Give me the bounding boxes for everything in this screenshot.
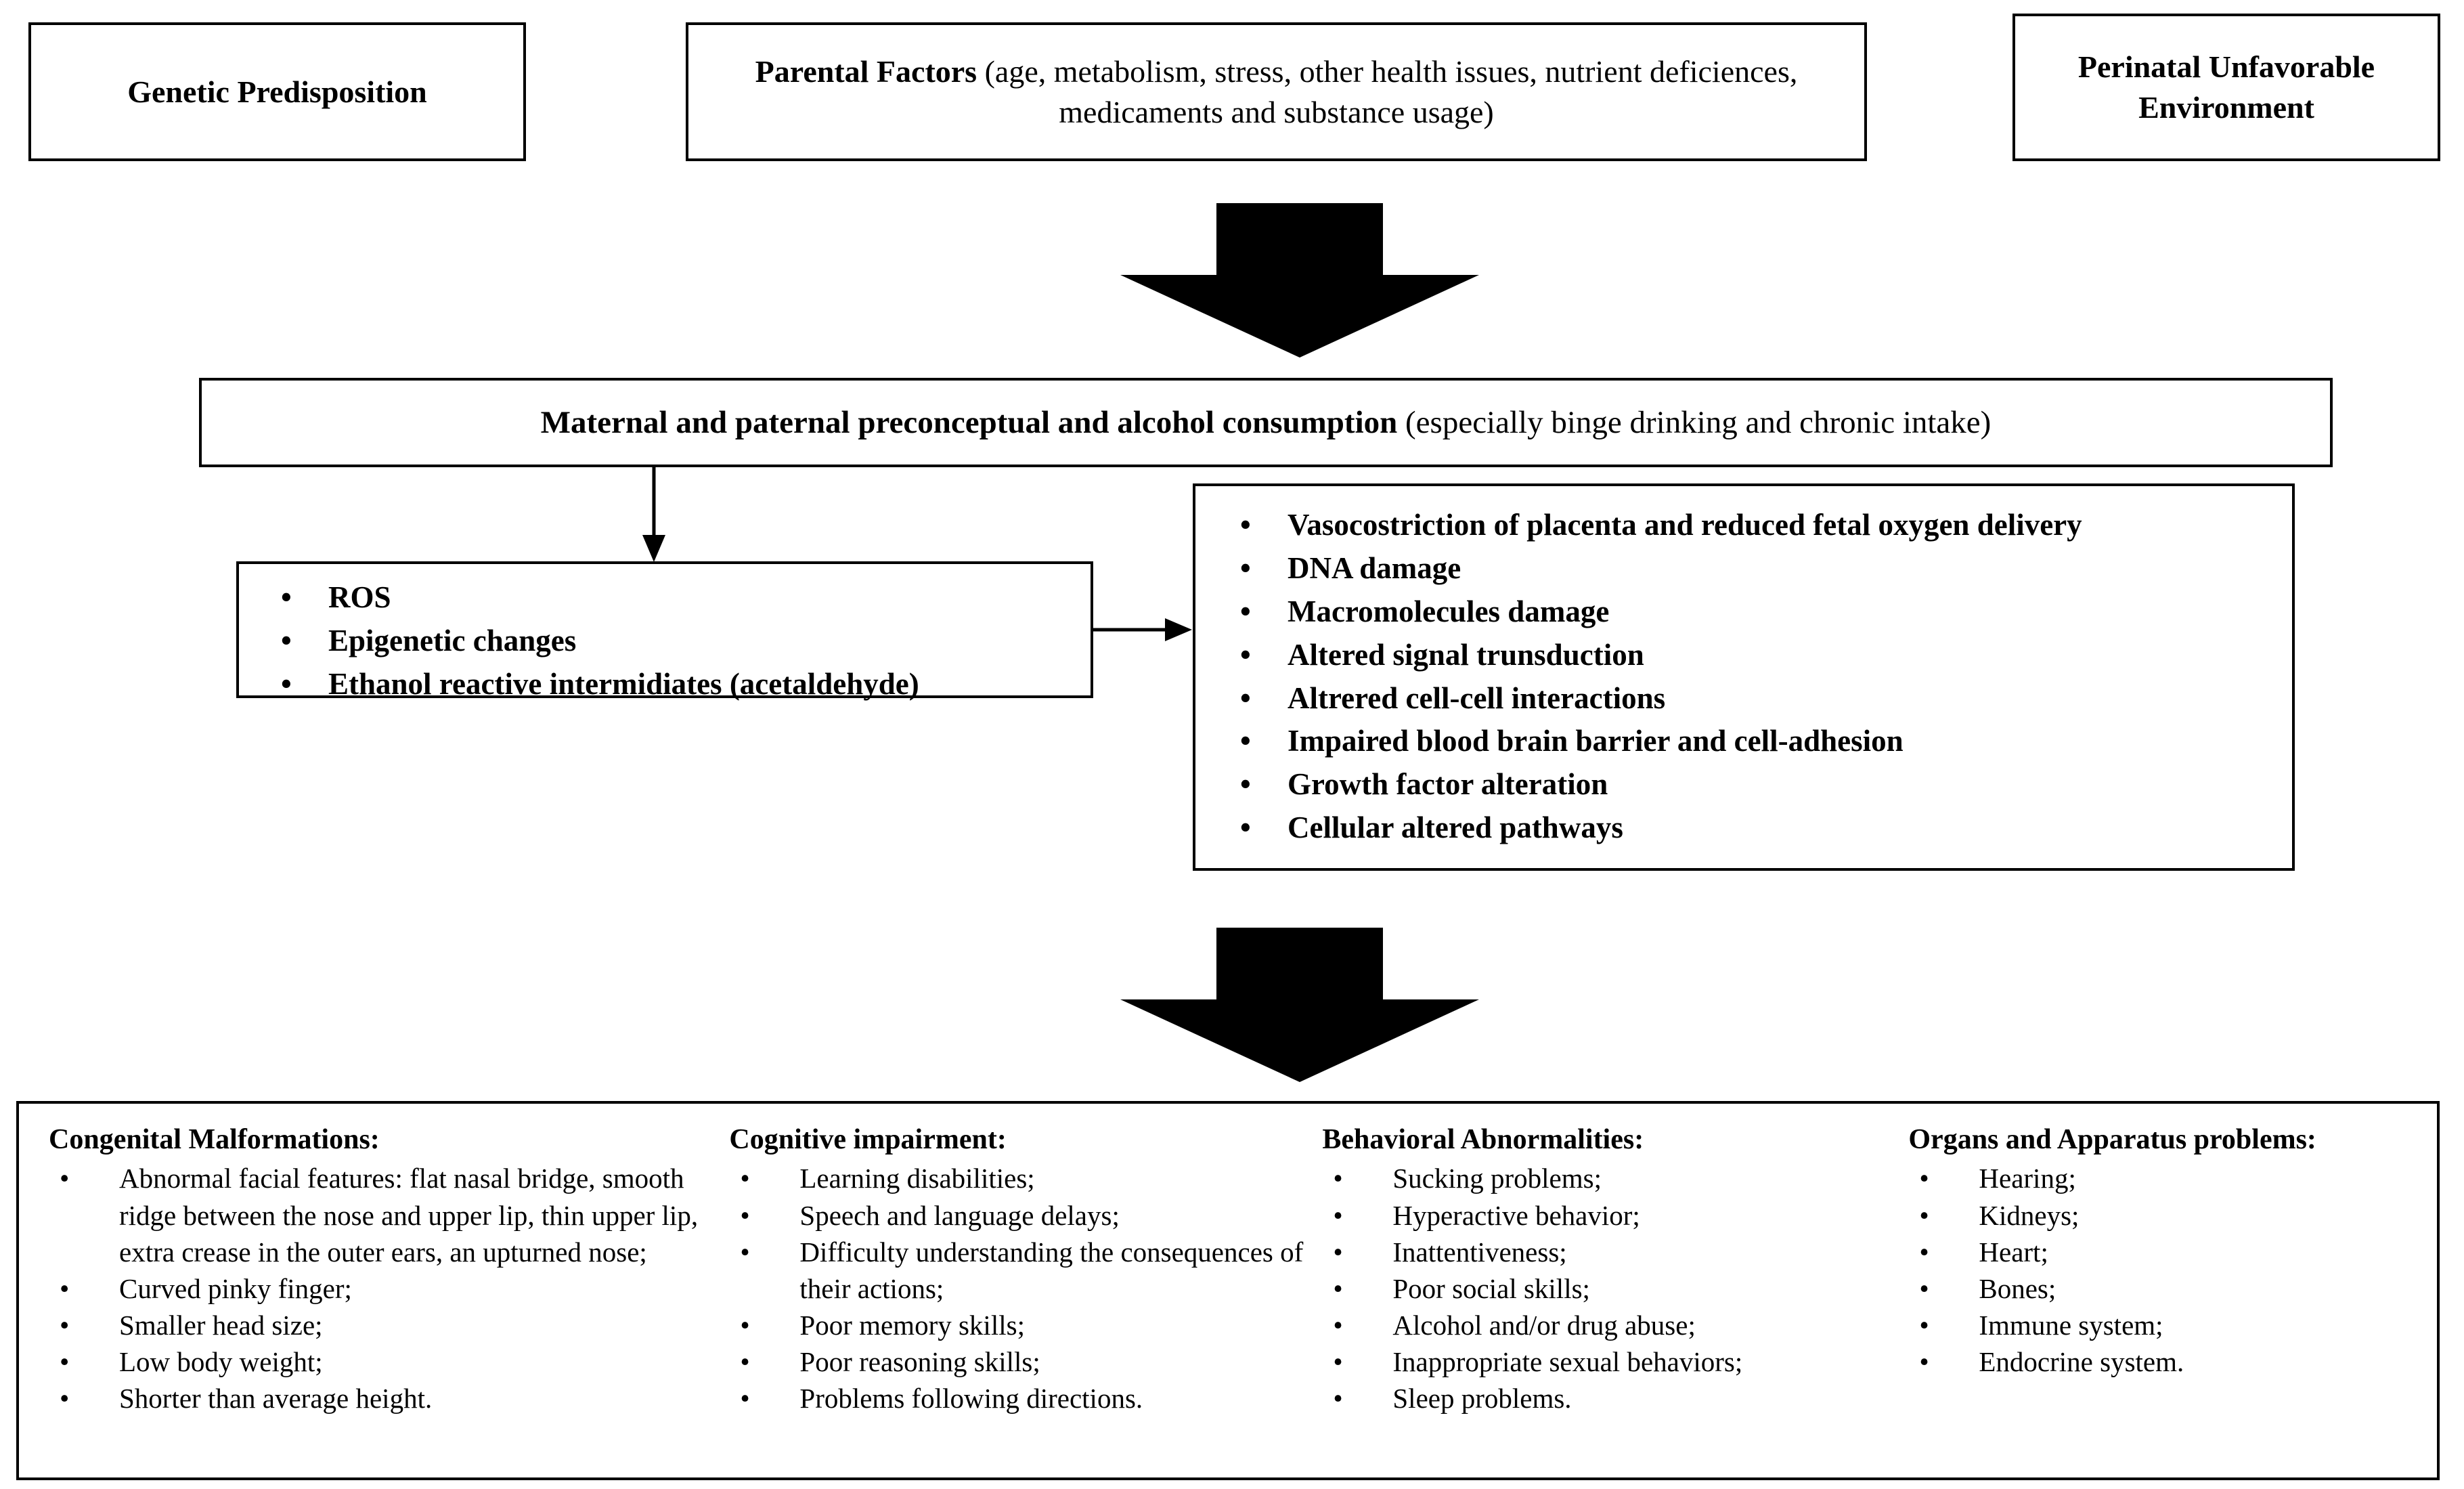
alcohol-consumption-label: Maternal and paternal preconceptual and alcohol consumption bbox=[540, 405, 1398, 440]
outcome-column-behavioral bbox=[1322, 1121, 1908, 1460]
perinatal-environment-box bbox=[2012, 14, 2440, 161]
list-item: • Problems following directions. bbox=[729, 1380, 1322, 1417]
list-item: • Sleep problems. bbox=[1322, 1380, 1908, 1417]
list-item: • Sucking problems; bbox=[1322, 1160, 1908, 1196]
list-item: • Abnormal facial features: flat nasal bridge, smooth ridge between the nose and upper lip, thin upper lip, extra crease in the outer ears, an upturned nose; bbox=[49, 1160, 729, 1270]
down-arrow-bottom-icon bbox=[1120, 928, 1479, 1082]
list-item: • Altrered cell-cell interactions bbox=[1212, 677, 2276, 720]
outcome-column-title: Behavioral Abnormalities: bbox=[1322, 1124, 1644, 1155]
list-item: • Epigenetic changes bbox=[252, 620, 1077, 663]
list-item: • Vasocostriction of placenta and reduced fetal oxygen delivery bbox=[1212, 504, 2276, 547]
right-arrow-small-icon bbox=[1092, 613, 1193, 647]
alcohol-consumption-text bbox=[541, 404, 1992, 441]
list-item: • Alcohol and/or drug abuse; bbox=[1322, 1307, 1908, 1343]
parental-factors-box bbox=[686, 22, 1867, 161]
list-item: • Ethanol reactive intermidiates (acetaldehyde) bbox=[252, 663, 1077, 706]
outcome-list-cognitive bbox=[729, 1160, 1322, 1417]
genetic-predisposition-label: Genetic Predisposition bbox=[127, 74, 427, 109]
alcohol-consumption-detail: (especially binge drinking and chronic intake) bbox=[1397, 405, 1992, 440]
list-item: • Endocrine system. bbox=[1908, 1343, 2407, 1380]
effects-box bbox=[1193, 483, 2295, 871]
mechanisms-box bbox=[236, 561, 1093, 701]
outcome-column-title: Cognitive impairment: bbox=[729, 1124, 1007, 1155]
list-item: • Heart; bbox=[1908, 1234, 2407, 1270]
list-item: • Altered signal trunsduction bbox=[1212, 634, 2276, 677]
list-item: • Bones; bbox=[1908, 1270, 2407, 1307]
outcome-column-title: Congenital Malformations: bbox=[49, 1124, 380, 1155]
outcome-column-title: Organs and Apparatus problems: bbox=[1908, 1124, 2316, 1155]
parental-factors-detail: (age, metabolism, stress, other health issues, nutrient deficiences, medicaments and substance usage) bbox=[977, 53, 1798, 129]
list-item: • Hyperactive behavior; bbox=[1322, 1197, 1908, 1234]
outcome-list-congenital bbox=[49, 1160, 729, 1417]
parental-factors-text bbox=[716, 51, 1837, 133]
list-item: • Macromolecules damage bbox=[1212, 590, 2276, 634]
parental-factors-label: Parental Factors bbox=[755, 53, 977, 89]
list-item: • Hearing; bbox=[1908, 1160, 2407, 1196]
alcohol-consumption-box bbox=[199, 378, 2333, 467]
list-item: • Immune system; bbox=[1908, 1307, 2407, 1343]
list-item: • Growth factor alteration bbox=[1212, 763, 2276, 806]
outcome-list-behavioral bbox=[1322, 1160, 1908, 1417]
list-item: • Curved pinky finger; bbox=[49, 1270, 729, 1307]
outcome-column-cognitive bbox=[729, 1121, 1322, 1460]
list-item: • Low body weight; bbox=[49, 1343, 729, 1380]
list-item: • Shorter than average height. bbox=[49, 1380, 729, 1417]
outcome-column-organs bbox=[1908, 1121, 2407, 1460]
list-item: • Inappropriate sexual behaviors; bbox=[1322, 1343, 1908, 1380]
perinatal-environment-label: Perinatal Unfavorable Environment bbox=[2077, 49, 2375, 125]
genetic-predisposition-box bbox=[28, 22, 526, 161]
outcome-column-congenital bbox=[49, 1121, 729, 1460]
list-item: • Impaired blood brain barrier and cell-adhesion bbox=[1212, 720, 2276, 763]
list-item: • Learning disabilities; bbox=[729, 1160, 1322, 1196]
outcomes-box bbox=[16, 1101, 2440, 1480]
mechanisms-list bbox=[252, 576, 1077, 706]
list-item: • Kidneys; bbox=[1908, 1197, 2407, 1234]
list-item: • Smaller head size; bbox=[49, 1307, 729, 1343]
down-arrow-top-icon bbox=[1120, 203, 1479, 358]
list-item: • Poor social skills; bbox=[1322, 1270, 1908, 1307]
list-item: • Difficulty understanding the consequences of their actions; bbox=[729, 1234, 1322, 1307]
list-item: • Cellular altered pathways bbox=[1212, 806, 2276, 850]
list-item: • ROS bbox=[252, 576, 1077, 620]
outcome-list-organs bbox=[1908, 1160, 2407, 1380]
down-arrow-small-icon bbox=[637, 467, 671, 562]
list-item: • Poor reasoning skills; bbox=[729, 1343, 1322, 1380]
list-item: • Inattentiveness; bbox=[1322, 1234, 1908, 1270]
list-item: • DNA damage bbox=[1212, 547, 2276, 590]
list-item: • Poor memory skills; bbox=[729, 1307, 1322, 1343]
list-item: • Speech and language delays; bbox=[729, 1197, 1322, 1234]
effects-list bbox=[1212, 504, 2276, 850]
